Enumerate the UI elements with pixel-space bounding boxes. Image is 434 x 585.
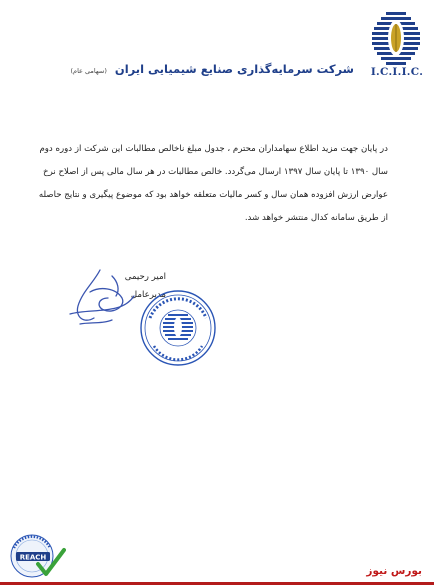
watermark-text: بورس نیوز [366,565,422,577]
company-type: (سهامی عام) [70,67,107,75]
company-name-text: شرکت سرمایه‌گذاری صنایع شیمیایی ایران [114,62,354,76]
reach-label: REACH [19,553,47,562]
company-seal-stamp-icon [138,288,218,368]
letter-body: در پایان جهت مزید اطلاع سهامداران محترم ، جدول مبلغ ناخالص مطالبات این شرکت از دوره دوم سال ۱۳۹۰ تا پایان سال ۱۳۹۷ ارسال می‌گردد. خالص مطالبات در هر سال مالی پس از اصلاح نرخ عوارض ارزش افزوده همان سال و کسر مالیات متعلقه خواهد بود که موضوع پیگیری و نتایج حاصله از طریق سامانه کدال منتشر خواهد شد. [38,144,388,223]
reach-certification-badge-icon [8,530,66,580]
company-logo-icon [368,10,424,66]
handwritten-signature-icon [60,262,140,334]
signer-title: مدیرعامل [130,290,166,300]
company-name [71,62,354,76]
signer-name: امیر رحیمی [124,272,166,282]
logo-text: I.C.I.I.C. [370,66,424,78]
